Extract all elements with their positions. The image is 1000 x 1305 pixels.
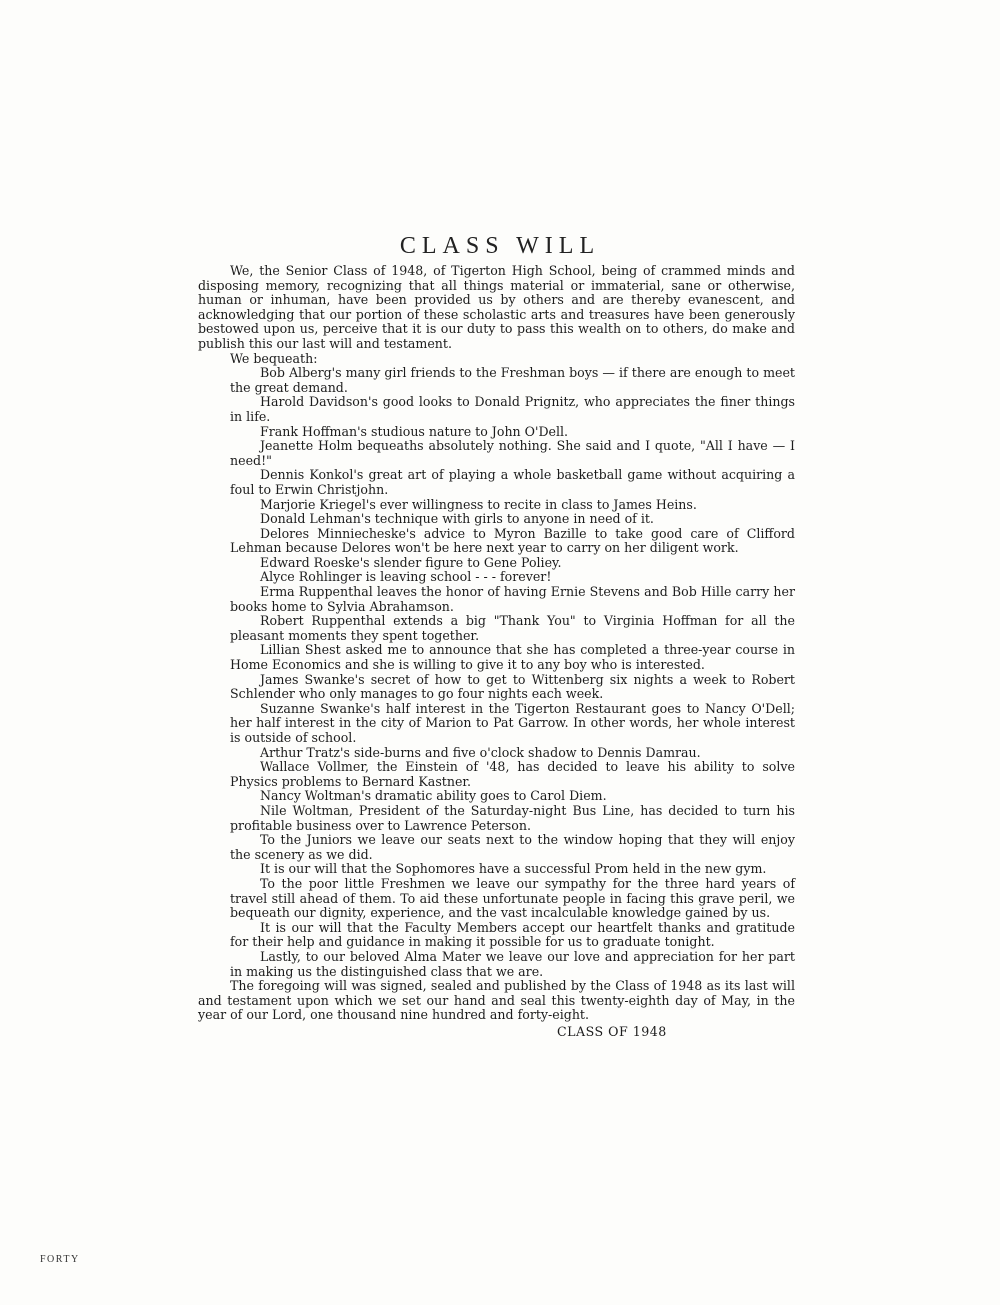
bequest-item: James Swanke's secret of how to get to Wittenberg six nights a week to Robert Schlender who only manages to go four nights each week. [230, 671, 795, 702]
bequest-item: Wallace Vollmer, the Einstein of '48, has decided to leave his ability to solve Physics problems to Bernard Kastner. [230, 759, 795, 789]
bequest-item: Robert Ruppenthal extends a big "Thank You" to Virginia Hoffman for all the pleasant moments they spent together. [230, 613, 795, 643]
bequest-item: To the Juniors we leave our seats next to the window hoping that they will enjoy the scenery as we did. [230, 832, 795, 862]
bequest-item: Delores Minniecheske's advice to Myron Bazille to take good care of Clifford Lehman because Delores won't be here next year to carry on her diligent work. [230, 525, 795, 556]
bequest-item: To the poor little Freshmen we leave our sympathy for the three hard years of travel still ahead of them. To aid these unfortunate people in facing this grave peril, we bequeath our dignity, experience, and the vast incalculable knowledge gained by us. [230, 875, 795, 921]
bequest-item: Marjorie Kriegel's ever willingness to recite in class to James Heins. [260, 496, 697, 512]
will-preamble: We, the Senior Class of 1948, of Tigerton High School, being of crammed minds and disposing memory, recognizing that all things material or immaterial, sane or otherwise, human or inhuman, have been provided us by others and are thereby evanescent, and acknowledging that our portion of these scholastic arts and treasures have been generously bestowed upon us, perceive that it is our duty to pass this wealth on to others, do make and publish this our last will and testament. [198, 263, 795, 351]
bequest-item: Donald Lehman's technique with girls to anyone in need of it. [260, 511, 654, 527]
class-will-body [198, 264, 795, 1039]
bequeath-heading: We bequeath: [230, 350, 318, 366]
bequest-item: Harold Davidson's good looks to Donald Prignitz, who appreciates the finer things in life. [230, 394, 795, 424]
bequest-item: It is our will that the Sophomores have a successful Prom held in the new gym. [260, 861, 767, 877]
bequest-item: Nancy Woltman's dramatic ability goes to Carol Diem. [260, 788, 607, 804]
bequest-item: Lillian Shest asked me to announce that she has completed a three-year course in Home Economics and she is willing to give it to any boy who is interested. [230, 642, 795, 673]
bequest-item: Suzanne Swanke's half interest in the Tigerton Restaurant goes to Nancy O'Dell; her half interest in the city of Marion to Pat Garrow. In other words, her whole interest is outside of school. [230, 700, 795, 745]
page-number: FORTY [40, 1254, 80, 1265]
bequest-item: Bob Alberg's many girl friends to the Freshman boys — if there are enough to meet the great demand. [230, 365, 795, 395]
bequest-item: Dennis Konkol's great art of playing a whole basketball game without acquiring a foul to Erwin Christjohn. [230, 467, 795, 497]
will-closing: The foregoing will was signed, sealed and published by the Class of 1948 as its last will and testament upon which we set our hand and seal this twenty-eighth day of May, in the year of our Lord, one thousand nine hundred and forty-eight. [198, 978, 795, 1023]
bequest-item: Erma Ruppenthal leaves the honor of having Ernie Stevens and Bob Hille carry her books home to Sylvia Abrahamson. [230, 584, 795, 614]
bequest-item: Alyce Rohlinger is leaving school - - - forever! [260, 569, 552, 585]
bequest-item: Nile Woltman, President of the Saturday-night Bus Line, has decided to turn his profitable business over to Lawrence Peterson. [230, 802, 795, 833]
bequest-item: Edward Roeske's slender figure to Gene Poliey. [260, 554, 562, 570]
bequest-item: Lastly, to our beloved Alma Mater we leave our love and appreciation for her part in making us the distinguished class that we are. [230, 948, 795, 979]
bequest-item: Frank Hoffman's studious nature to John O'Dell. [260, 423, 569, 439]
bequest-item: Jeanette Holm bequeaths absolutely nothing. She said and I quote, "All I have — I need!" [230, 438, 795, 468]
bequest-item: It is our will that the Faculty Members accept our heartfelt thanks and gratitude for their help and guidance in making it possible for us to graduate tonight. [230, 919, 795, 950]
page-title: CLASS WILL [399, 233, 601, 259]
signature: CLASS OF 1948 [557, 1023, 667, 1039]
bequest-item: Arthur Tratz's side-burns and five o'clock shadow to Dennis Damrau. [260, 744, 701, 760]
